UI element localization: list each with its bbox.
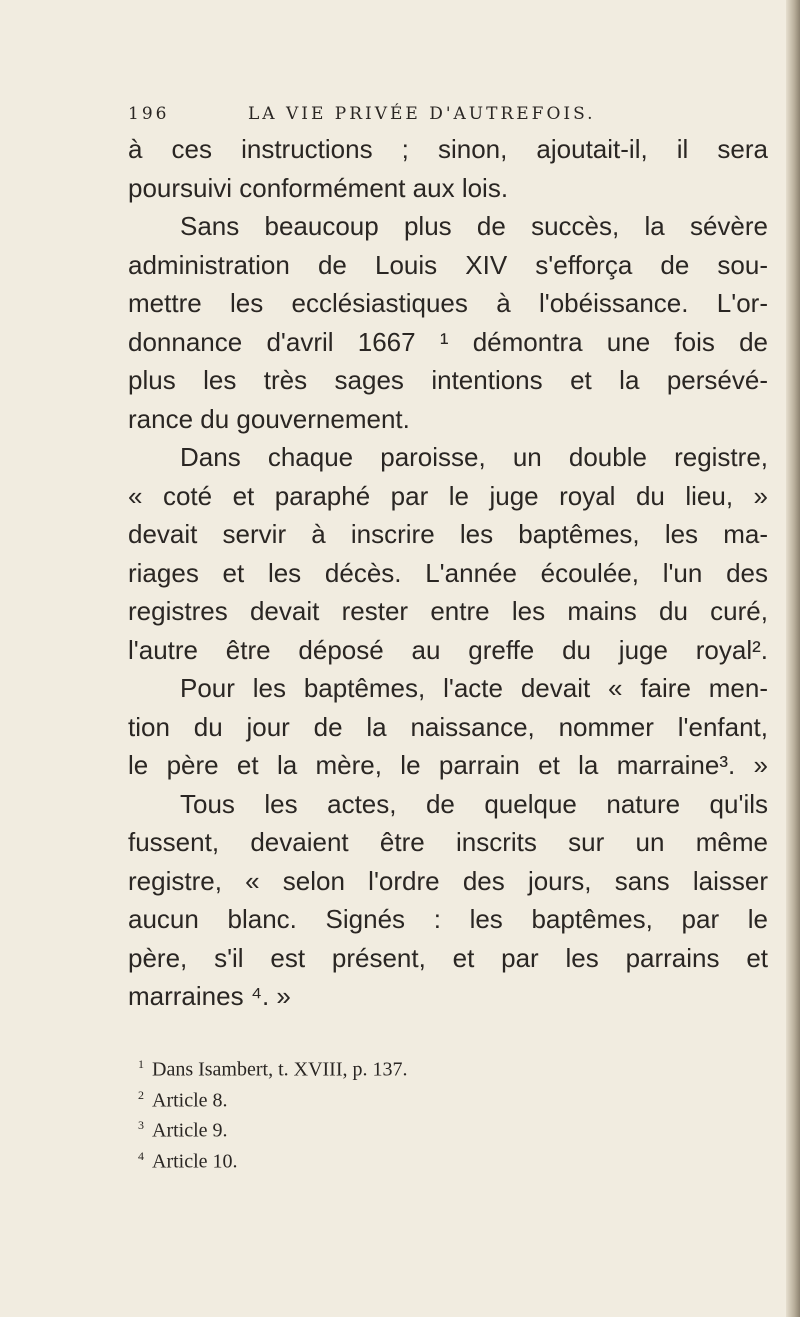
- text-line: Dans chaque paroisse, un double registre,: [180, 442, 768, 472]
- text-line: administration de Louis XIV s'efforça de sou-: [128, 249, 768, 280]
- text-line: mettre les ecclésiastiques à l'obéissance. L'or-: [128, 288, 768, 318]
- text-line: donnance d'avril 1667 ¹ démontra une fois de: [128, 326, 768, 357]
- text-line: plus les très sages intentions et la persévé-: [128, 365, 768, 395]
- text-line: l'autre être déposé au greffe du juge royal².: [128, 634, 768, 665]
- running-title: LA VIE PRIVÉE D'AUTREFOIS.: [248, 104, 596, 124]
- footnotes: [138, 1052, 638, 1175]
- footnote-text: Article 9.: [152, 1119, 228, 1142]
- footnote-text: Article 10.: [152, 1150, 238, 1173]
- text-line: poursuivi conformément aux lois.: [128, 172, 509, 203]
- page-header: [128, 104, 768, 132]
- footnote-mark: 1: [138, 1057, 144, 1071]
- text-line: tion du jour de la naissance, nommer l'enfant,: [128, 711, 768, 742]
- page-edge: [786, 0, 800, 1317]
- footnote: [138, 1052, 638, 1083]
- body-text: [128, 130, 768, 1016]
- text-line: registre, « selon l'ordre des jours, sans laisser: [128, 865, 768, 896]
- text-line: riages et les décès. L'année écoulée, l'un des: [128, 557, 768, 588]
- text-line: Sans beaucoup plus de succès, la sévère: [180, 211, 768, 241]
- text-line: Pour les baptêmes, l'acte devait « faire men-: [180, 673, 768, 703]
- footnote-text: Dans Isambert, t. XVIII, p. 137.: [152, 1058, 408, 1081]
- text-line: le père et la mère, le parrain et la marraine³. »: [128, 750, 768, 780]
- footnote: [138, 1113, 638, 1144]
- text-line: Tous les actes, de quelque nature qu'ils: [180, 788, 768, 819]
- footnote: [138, 1144, 638, 1175]
- footnote: [138, 1083, 638, 1114]
- text-line: à ces instructions ; sinon, ajoutait-il, il sera: [128, 134, 768, 164]
- text-line: registres devait rester entre les mains du curé,: [128, 596, 768, 626]
- text-line: rance du gouvernement.: [128, 403, 410, 434]
- footnote-mark: 4: [138, 1148, 144, 1163]
- footnote-mark: 3: [138, 1118, 144, 1133]
- text-line: père, s'il est présent, et par les parrains et: [128, 942, 768, 973]
- page-number: 196: [128, 104, 170, 124]
- text-line: devait servir à inscrire les baptêmes, les ma-: [128, 519, 768, 549]
- text-line: fussent, devaient être inscrits sur un même: [128, 827, 768, 857]
- text-line: aucun blanc. Signés : les baptêmes, par le: [128, 904, 768, 934]
- footnote-mark: 2: [138, 1087, 144, 1102]
- footnote-text: Article 8.: [152, 1089, 228, 1112]
- text-line: marraines ⁴. »: [128, 981, 291, 1011]
- text-line: « coté et paraphé par le juge royal du lieu, »: [128, 480, 768, 511]
